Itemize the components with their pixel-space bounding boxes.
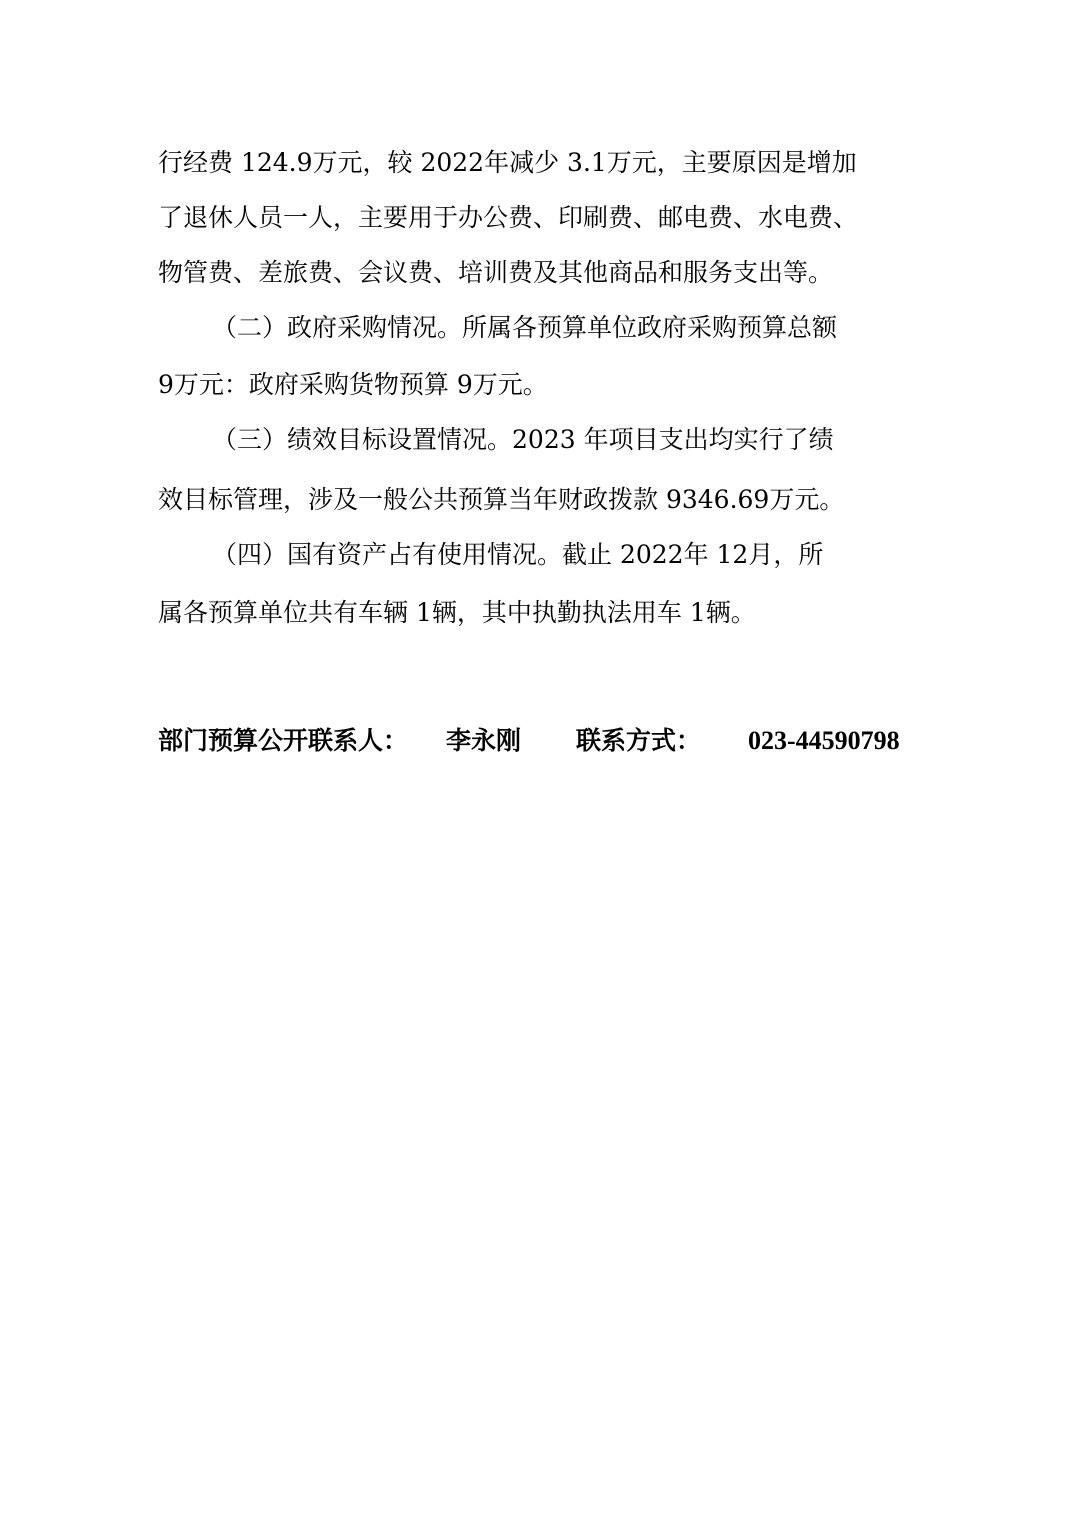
paragraph-1-line-2: 了退休人员一人，主要用于办公费、印刷费、邮电费、水电费、	[158, 203, 859, 232]
paragraph-1-line-1: 行经费 124.9万元，较 2022年减少 3.1万元，主要原因是增加	[158, 148, 857, 177]
paragraph-4-line-2: 属各预算单位共有车辆 1辆，其中执勤执法用车 1辆。	[158, 598, 756, 627]
paragraph-2-line-2: 9万元：政府采购货物预算 9万元。	[158, 370, 548, 399]
paragraph-3-line-2: 效目标管理，涉及一般公共预算当年财政拨款 9346.69万元。	[158, 485, 845, 514]
contact-method-label: 联系方式：	[576, 726, 702, 755]
paragraph-1-line-3: 物管费、差旅费、会议费、培训费及其他商品和服务支出等。	[158, 258, 834, 287]
contact-person-name: 李永刚	[446, 726, 522, 755]
contact-person-label: 部门预算公开联系人：	[158, 726, 409, 755]
contact-phone-number: 023-44590798	[748, 726, 900, 755]
paragraph-3-line-1: （三）绩效目标设置情况。2023 年项目支出均实行了绩	[212, 425, 834, 454]
paragraph-2-line-1: （二）政府采购情况。所属各预算单位政府采购预算总额	[212, 313, 838, 342]
paragraph-4-line-1: （四）国有资产占有使用情况。截止 2022年 12月，所	[212, 540, 824, 569]
